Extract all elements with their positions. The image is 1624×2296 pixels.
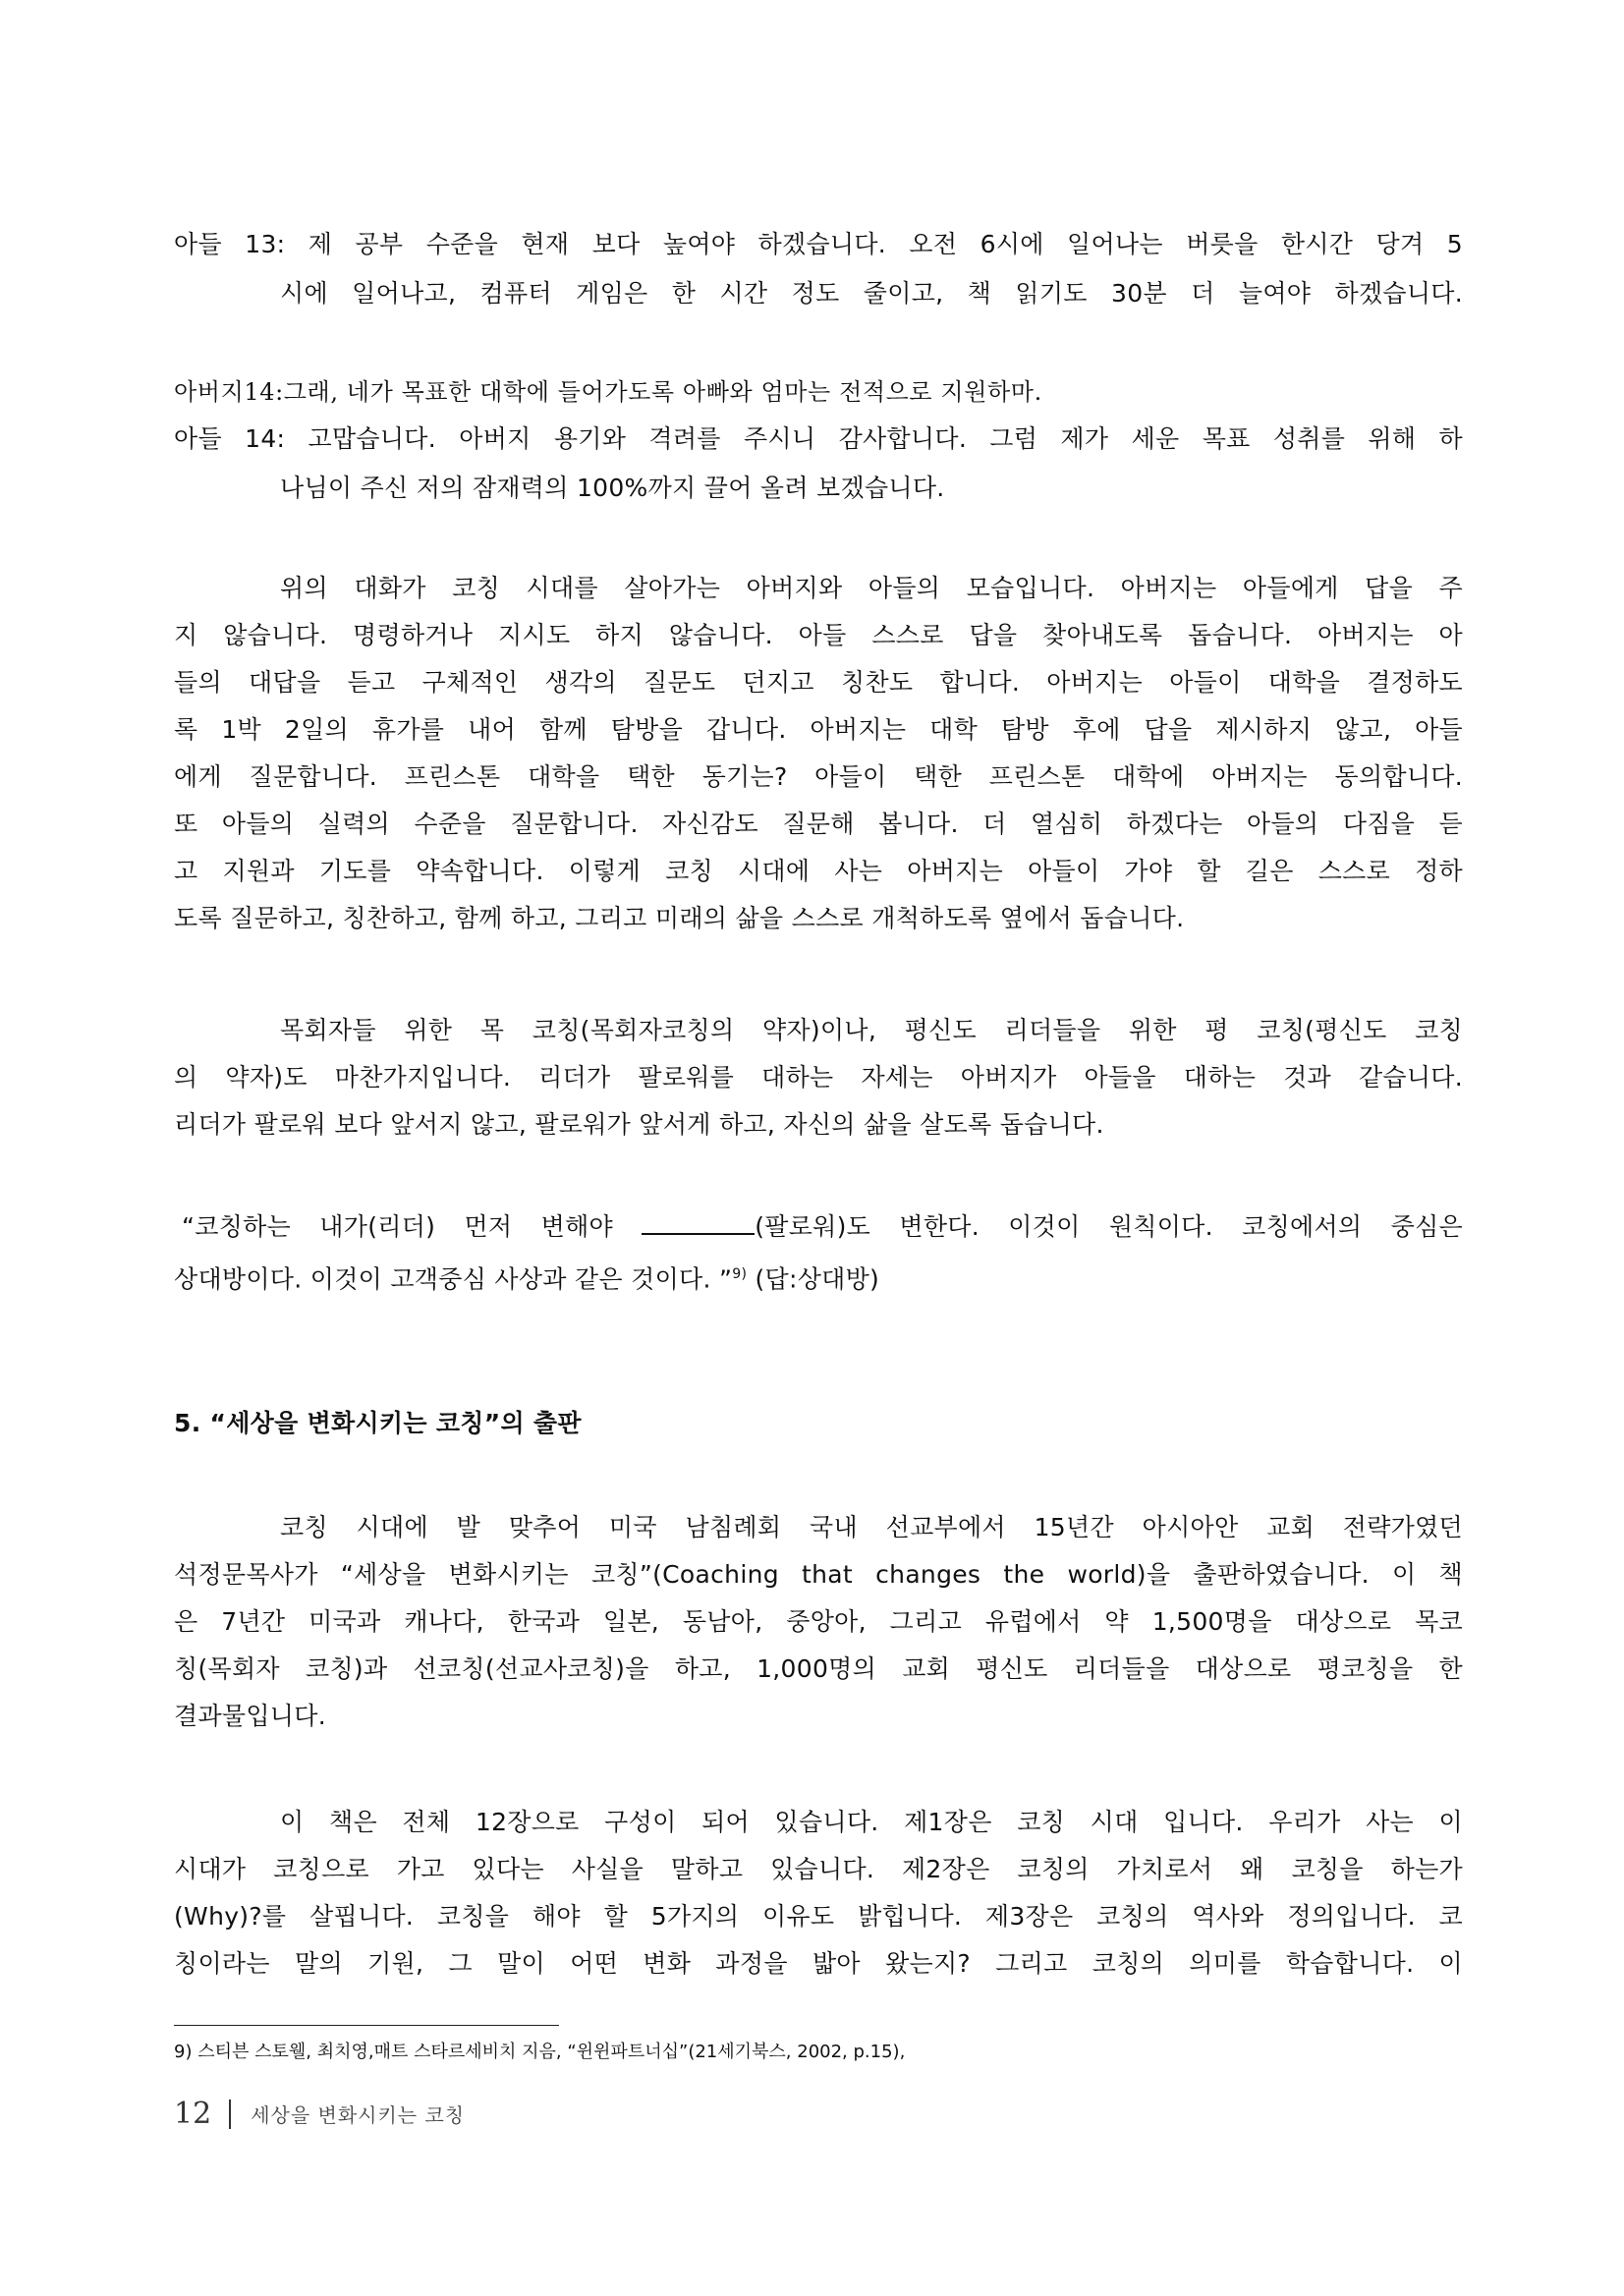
paragraph-line: 고 지원과 기도를 약속합니다. 이렇게 코칭 시대에 사는 아버지는 아들이 가야 할 길은 스스로 정하 xyxy=(174,857,1463,885)
dialogue-line: 시에 일어나고, 컴퓨터 게임은 한 시간 정도 줄이고, 책 읽기도 30분 더 늘여야 하겠습니다. xyxy=(280,279,1463,308)
paragraph-line: 록 1박 2일의 휴가를 내어 함께 탐방을 갑니다. 아버지는 대학 탐방 후에 답을 제시하지 않고, 아들 xyxy=(174,715,1463,744)
paragraph-line: 들의 대답을 듣고 구체적인 생각의 질문도 던지고 칭찬도 합니다. 아버지는 아들이 대학을 결정하도 xyxy=(174,668,1463,697)
paragraph-line: 석정문목사가 “세상을 변화시키는 코칭”(Coaching that changes the world)을 출판하였습니다. 이 책 xyxy=(174,1560,1463,1589)
page-number: 12 xyxy=(174,2097,212,2131)
paragraph-line: 은 7년간 미국과 캐나다, 한국과 일본, 동남아, 중앙아, 그리고 유럽에서 약 1,500명을 대상으로 목코 xyxy=(174,1607,1463,1636)
quote-text: “코칭하는 내가(리더) 먼저 변해야 xyxy=(182,1212,643,1241)
quote-text: 상대방이다. 이것이 고객중심 사상과 같은 것이다. ” xyxy=(174,1264,733,1294)
paragraph-line: 지 않습니다. 명령하거나 지시도 하지 않습니다. 아들 스스로 답을 찾아내도록 돕습니다. 아버지는 아 xyxy=(174,621,1463,649)
paragraph-line: 칭(목회자 코칭)과 선코칭(선교사코칭)을 하고, 1,000명의 교회 평신도 리더들을 대상으로 평코칭을 한 xyxy=(174,1654,1463,1683)
paragraph-line: 의 약자)도 마찬가지입니다. 리더가 팔로워를 대하는 자세는 아버지가 아들을 대하는 것과 같습니다. xyxy=(174,1063,1463,1092)
paragraph-line: 리더가 팔로워 보다 앞서지 않고, 팔로워가 앞서게 하고, 자신의 삶을 살도록 돕습니다. xyxy=(174,1110,1104,1139)
paragraph-line: 에게 질문합니다. 프린스톤 대학을 택한 동기는? 아들이 택한 프린스톤 대학에 아버지는 동의합니다. xyxy=(174,762,1463,791)
page-folio xyxy=(174,2097,465,2136)
footnote-divider xyxy=(174,2025,559,2026)
paragraph-line: 또 아들의 실력의 수준을 질문합니다. 자신감도 질문해 봅니다. 더 열심히 하겠다는 아들의 다짐을 듣 xyxy=(174,810,1463,838)
paragraph-line: 목회자들 위한 목 코칭(목회자코칭의 약자)이나, 평신도 리더들을 위한 평 코칭(평신도 코칭 xyxy=(280,1016,1463,1044)
paragraph-line: 칭이라는 말의 기원, 그 말이 어떤 변화 과정을 밟아 왔는지? 그리고 코칭의 의미를 학습합니다. 이 xyxy=(174,1949,1463,1978)
quote-line-1 xyxy=(182,1208,1463,1246)
quote-answer: (답:상대방) xyxy=(747,1264,880,1294)
section-title: 5. “세상을 변화시키는 코칭”의 출판 xyxy=(174,1409,582,1437)
fill-in-blank xyxy=(642,1211,755,1235)
running-title: 세상을 변화시키는 코칭 xyxy=(251,2103,466,2127)
paragraph-line: 위의 대화가 코칭 시대를 살아가는 아버지와 아들의 모습입니다. 아버지는 아들에게 답을 주 xyxy=(280,574,1463,602)
paragraph-line: 이 책은 전체 12장으로 구성이 되어 있습니다. 제1장은 코칭 시대 입니다. 우리가 사는 이 xyxy=(280,1808,1463,1836)
dialogue-line: 아들 13: 제 공부 수준을 현재 보다 높여야 하겠습니다. 오전 6시에 일어나는 버릇을 한시간 당겨 5 xyxy=(174,230,1463,258)
quote-text: (팔로워)도 변한다. 이것이 원칙이다. 코칭에서의 중심은 xyxy=(755,1212,1463,1241)
quote-line-2 xyxy=(174,1256,1463,1298)
dialogue-line: 아버지14:그래, 네가 목표한 대학에 들어가도록 아빠와 엄마는 전적으로 지원하마. xyxy=(174,378,1042,406)
dialogue-line: 나님이 주신 저의 잠재력의 100%까지 끌어 올려 보겠습니다. xyxy=(280,474,945,502)
dialogue-line: 아들 14: 고맙습니다. 아버지 용기와 격려를 주시니 감사합니다. 그럼 제가 세운 목표 성취를 위해 하 xyxy=(174,424,1463,453)
footnote-reference: 9) xyxy=(732,1266,748,1282)
footnote: 9) 스티븐 스토웰, 최치영,매트 스타르세비치 지음, “윈윈파트너십”(21세기북스, 2002, p.15), xyxy=(174,2042,906,2062)
paragraph-line: 코칭 시대에 발 맞추어 미국 남침례회 국내 선교부에서 15년간 아시아안 교회 전략가였던 xyxy=(280,1513,1463,1541)
paragraph-line: (Why)?를 살핍니다. 코칭을 해야 할 5가지의 이유도 밝힙니다. 제3장은 코칭의 역사와 정의입니다. 코 xyxy=(174,1902,1463,1931)
paragraph-line: 결과물입니다. xyxy=(174,1702,326,1730)
paragraph-line: 도록 질문하고, 칭찬하고, 함께 하고, 그리고 미래의 삶을 스스로 개척하도록 옆에서 돕습니다. xyxy=(174,904,1185,932)
folio-divider xyxy=(229,2100,231,2129)
paragraph-line: 시대가 코칭으로 가고 있다는 사실을 말하고 있습니다. 제2장은 코칭의 가치로서 왜 코칭을 하는가 xyxy=(174,1855,1463,1883)
